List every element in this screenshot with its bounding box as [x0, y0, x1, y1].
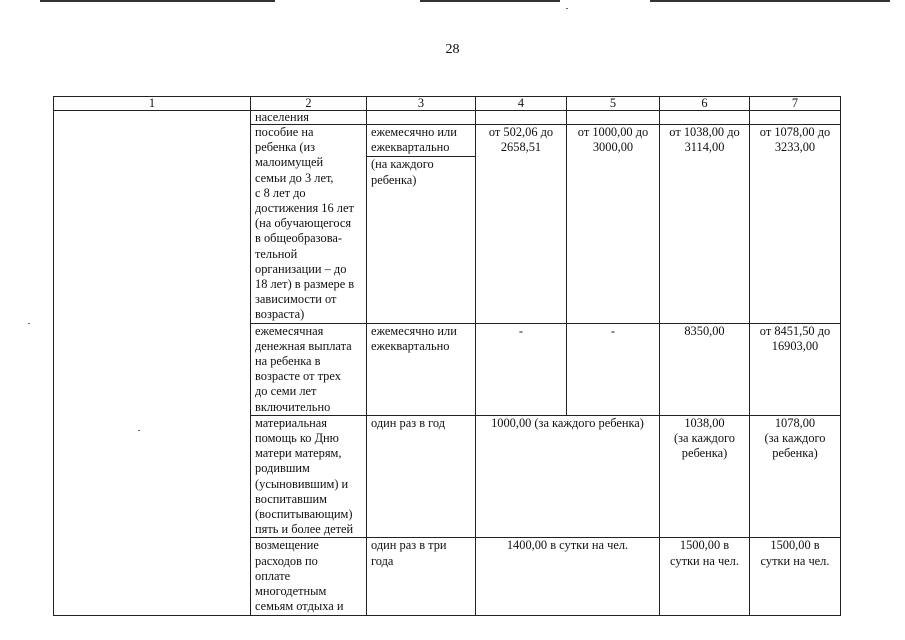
continued-label: населения: [251, 111, 367, 125]
scan-speck: [138, 430, 140, 431]
value-col-4-5: 1000,00 (за каждого ребенка): [476, 415, 660, 538]
scan-speck: [28, 323, 30, 324]
benefit-name: возмещение расходов по оплате многодетным семьям отдыха и: [251, 538, 367, 615]
value-col-7: от 1078,00 до 3233,00: [750, 125, 841, 324]
value-col-6: от 1038,00 до 3114,00: [660, 125, 750, 324]
frequency-note: (на каждого ребенка): [371, 157, 434, 187]
header-col-4: 4: [476, 97, 567, 111]
header-col-7: 7: [750, 97, 841, 111]
benefit-name: материальная помощь ко Дню матери матерям, родившим (усыновившим) и воспитавшим (воспитывающим) пять и более детей: [251, 415, 367, 538]
benefit-frequency: ежемесячно или ежеквартально: [367, 323, 476, 415]
value-col-7: от 8451,50 до 16903,00: [750, 323, 841, 415]
page-number: 28: [445, 42, 460, 57]
value-col-7: 1078,00 (за каждого ребенка): [750, 415, 841, 538]
benefit-frequency: один раз в год: [367, 415, 476, 538]
value-col-7: 1500,00 в сутки на чел.: [750, 538, 841, 615]
benefit-frequency: один раз в три года: [367, 538, 476, 615]
value-col-4: от 502,06 до 2658,51: [476, 125, 567, 324]
header-col-3: 3: [367, 97, 476, 111]
value-col-6: 1038,00 (за каждого ребенка): [660, 415, 750, 538]
value-col-4: [476, 323, 567, 415]
header-col-1: 1: [54, 97, 251, 111]
scan-edge-line: [420, 0, 560, 2]
benefit-name: ежемесячная денежная выплата на ребенка в возрасте от трех до семи лет включительно: [251, 323, 367, 415]
header-col-2: 2: [251, 97, 367, 111]
column-1-empty: [54, 111, 251, 616]
header-col-6: 6: [660, 97, 750, 111]
benefit-frequency: [367, 125, 476, 324]
value-col-5: [567, 323, 660, 415]
table-row: [54, 111, 841, 125]
benefits-table: [53, 96, 841, 616]
header-col-5: 5: [567, 97, 660, 111]
dash-value: -: [518, 323, 524, 338]
value-col-6: 1500,00 в сутки на чел.: [660, 538, 750, 615]
value-col-4-5: 1400,00 в сутки на чел.: [476, 538, 660, 615]
scan-edge-line: [650, 0, 890, 2]
table-header-row: [54, 97, 841, 111]
scan-speck: [566, 8, 568, 9]
value-col-5: от 1000,00 до 3000,00: [567, 125, 660, 324]
frequency-text: ежемесячно или ежеквартально: [367, 125, 475, 157]
scan-edge-line: [40, 0, 275, 2]
value-col-6: 8350,00: [660, 323, 750, 415]
benefit-name: пособие на ребенка (из малоимущей семьи до 3 лет, с 8 лет до достижения 16 лет (на обучающегося в общеобразова- тельной организации – до 18 лет) в размере в зависимости от возраста): [251, 125, 367, 324]
dash-value: -: [610, 323, 616, 338]
